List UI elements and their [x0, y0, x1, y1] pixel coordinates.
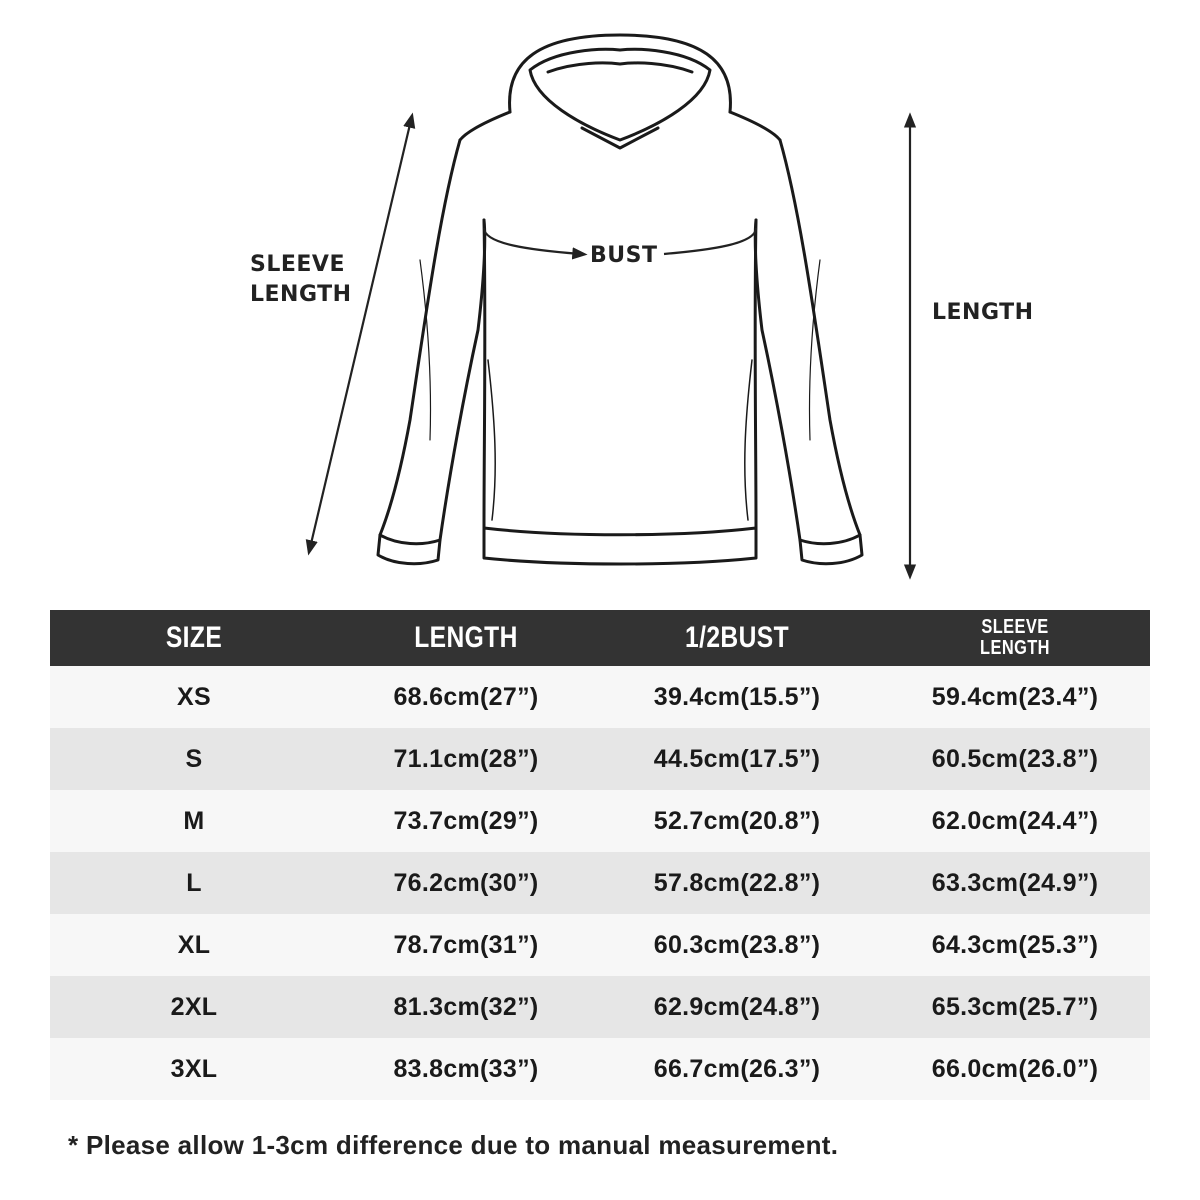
table-row	[50, 914, 1150, 976]
cell-half-bust: 44.5cm(17.5”)	[653, 744, 821, 773]
sleeve-length-label	[250, 250, 370, 310]
sleeve-label-line2: LENGTH	[250, 282, 352, 307]
cell-half-bust: 52.7cm(20.8”)	[653, 806, 821, 835]
cell-sleeve-length: 60.5cm(23.8”)	[931, 744, 1099, 773]
header-sleeve-line1: SLEEVE	[981, 616, 1049, 638]
cell-sleeve-length: 59.4cm(23.4”)	[931, 682, 1099, 711]
cell-half-bust: 62.9cm(24.8”)	[653, 992, 821, 1021]
cell-size: M	[183, 806, 205, 835]
cell-half-bust: 57.8cm(22.8”)	[653, 868, 821, 897]
bust-label: BUST	[588, 241, 659, 271]
cell-sleeve-length: 66.0cm(26.0”)	[931, 1054, 1099, 1083]
cell-size: XL	[177, 930, 211, 959]
header-half-bust: 1/2BUST	[684, 621, 790, 654]
cell-half-bust: 39.4cm(15.5”)	[653, 682, 821, 711]
sleeve-label-line1: SLEEVE	[250, 252, 345, 277]
header-size: SIZE	[165, 621, 223, 654]
cell-sleeve-length: 65.3cm(25.7”)	[931, 992, 1099, 1021]
cell-half-bust: 66.7cm(26.3”)	[653, 1054, 821, 1083]
cell-length: 81.3cm(32”)	[393, 992, 539, 1021]
cell-size: XS	[177, 682, 211, 711]
cell-size: 2XL	[170, 992, 218, 1021]
table-header-row	[50, 610, 1150, 666]
table-row	[50, 852, 1150, 914]
length-label: LENGTH	[932, 300, 1034, 325]
header-length: LENGTH	[414, 621, 518, 654]
cell-size: 3XL	[170, 1054, 218, 1083]
hoodie-outline	[378, 35, 862, 564]
cell-size: S	[185, 744, 203, 773]
cell-length: 68.6cm(27”)	[393, 682, 539, 711]
header-sleeve-line2: LENGTH	[980, 637, 1050, 659]
header-sleeve-length	[904, 610, 1125, 666]
cell-length: 71.1cm(28”)	[393, 744, 539, 773]
footnote: * Please allow 1-3cm difference due to manual measurement.	[68, 1130, 839, 1160]
cell-half-bust: 60.3cm(23.8”)	[653, 930, 821, 959]
size-chart-table	[50, 610, 1150, 1100]
table-row	[50, 666, 1150, 728]
table-row	[50, 1038, 1150, 1100]
cell-size: L	[186, 868, 202, 897]
cell-sleeve-length: 62.0cm(24.4”)	[931, 806, 1099, 835]
cell-sleeve-length: 64.3cm(25.3”)	[931, 930, 1099, 959]
cell-length: 78.7cm(31”)	[393, 930, 539, 959]
cell-length: 73.7cm(29”)	[393, 806, 539, 835]
cell-length: 76.2cm(30”)	[393, 868, 539, 897]
table-row	[50, 790, 1150, 852]
cell-sleeve-length: 63.3cm(24.9”)	[931, 868, 1099, 897]
cell-length: 83.8cm(33”)	[393, 1054, 539, 1083]
table-row	[50, 976, 1150, 1038]
table-row	[50, 728, 1150, 790]
